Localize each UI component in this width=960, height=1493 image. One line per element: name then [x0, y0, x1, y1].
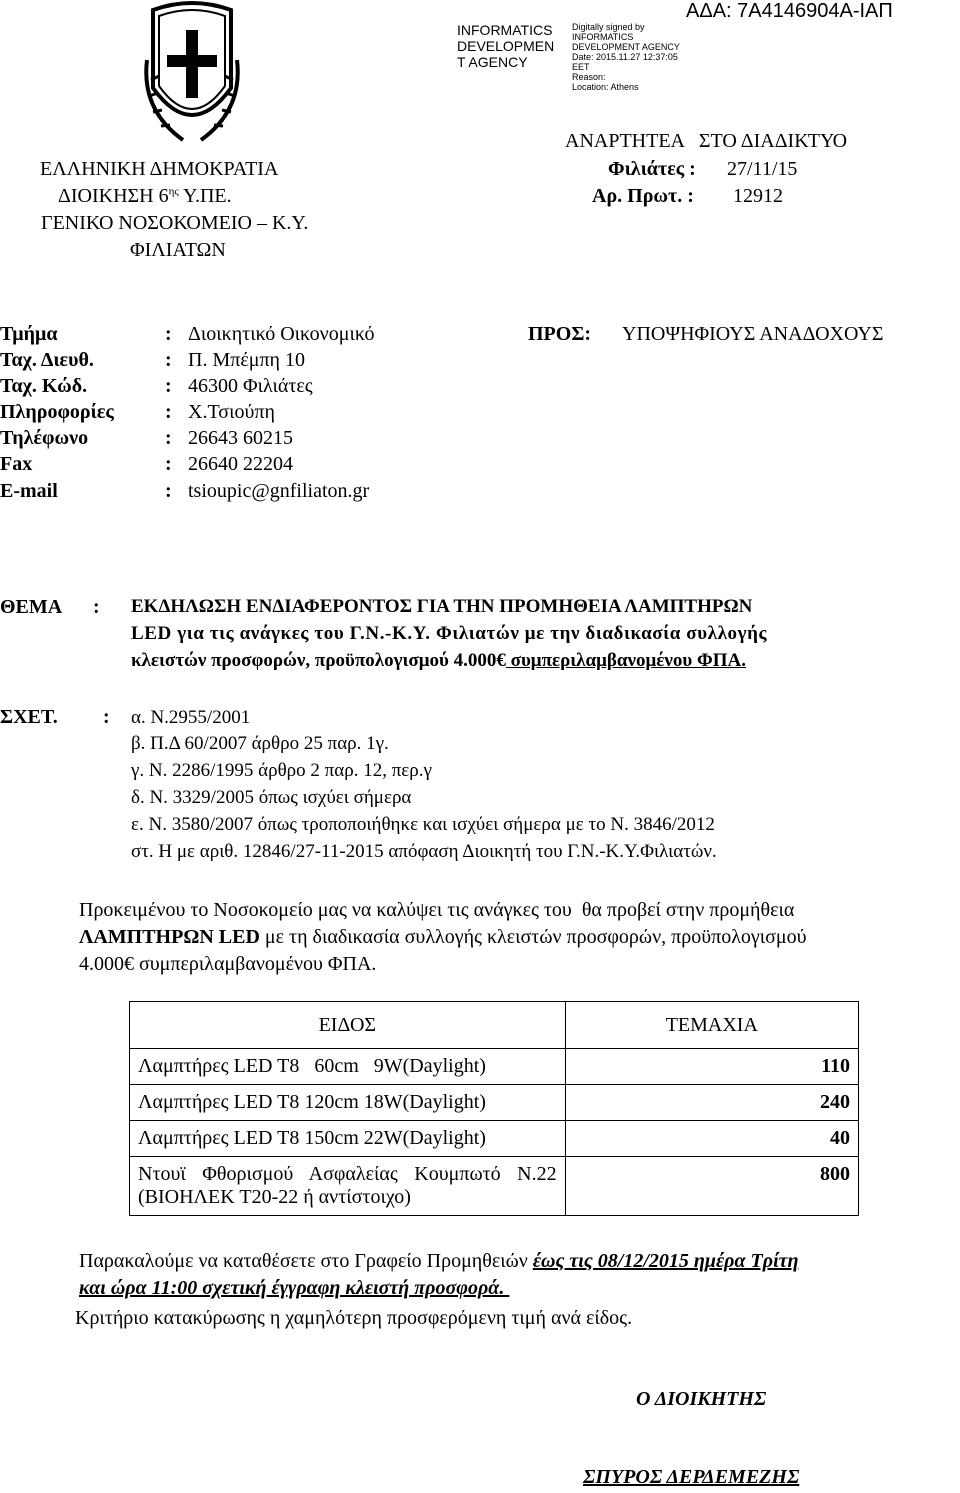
item-quantity: 800	[565, 1157, 858, 1216]
contact-colon: :	[165, 453, 172, 475]
signoff-name: ΣΠΥΡΟΣ ΔΕΡΔΕΜΕΖΗΣ	[583, 1466, 800, 1488]
items-table	[129, 1001, 859, 1216]
item-description: Λαμπτήρες LED T8 60cm 9W(Daylight)	[130, 1049, 566, 1085]
item-quantity: 240	[565, 1085, 858, 1121]
publish-label: ΑΝΑΡΤΗΤΕΑ ΣΤΟ ΔΙΑΔΙΚΤΥΟ	[565, 130, 848, 152]
contact-colon: :	[165, 375, 172, 397]
closing-line: Κριτήριο κατακύρωσης η χαμηλότερη προσφερόμενη τιμή ανά είδος.	[75, 1307, 633, 1329]
subject-label: ΘΕΜΑ	[0, 596, 63, 618]
issuer-city: ΦΙΛΙΑΤΩΝ	[130, 239, 226, 261]
issuer-hospital: ΓΕΝΙΚΟ ΝΟΣΟΚΟΜΕΙΟ – Κ.Υ.	[41, 212, 309, 234]
contact-label: Τηλέφωνο	[0, 427, 89, 449]
reference-item: β. Π.Δ 60/2007 άρθρο 25 παρ. 1γ.	[131, 733, 389, 754]
item-description: Λαμπτήρες LED T8 150cm 22W(Daylight)	[130, 1121, 566, 1157]
reference-item: γ. Ν. 2286/1995 άρθρο 2 παρ. 12, περ.γ	[131, 760, 432, 781]
table-row	[130, 1049, 859, 1085]
item-quantity: 40	[565, 1121, 858, 1157]
items-header-quantity: ΤΕΜΑΧΙΑ	[565, 1002, 858, 1049]
subject-line: κλειστών προσφορών, προϋπολογισμού 4.000€ συμπεριλαμβανομένου ΦΠΑ.	[131, 650, 746, 671]
references-colon: :	[103, 706, 110, 728]
contact-value: Διοικητικό Οικονομικό	[188, 323, 375, 345]
signoff-title: Ο ΔΙΟΙΚΗΤΗΣ	[636, 1388, 767, 1410]
contact-colon: :	[165, 401, 172, 423]
contact-label: E-mail	[0, 480, 58, 502]
table-row	[130, 1085, 859, 1121]
recipient-label: ΠΡΟΣ:	[528, 323, 592, 345]
email-value: tsioupic@gnfiliaton.gr	[188, 480, 370, 502]
contact-label: Τμήμα	[0, 323, 58, 345]
intro-line: Προκειμένου το Νοσοκομείο μας να καλύψει τις ανάγκες του θα προβεί στην προμήθεια	[79, 899, 795, 921]
item-description: Ντουϊ Φθορισμού Ασφαλείας Κουμπωτό Ν.22 (ΒΙΟΗΛΕΚ Τ20-22 ή αντίστοιχο)	[130, 1157, 566, 1216]
items-header-description: ΕΙΔΟΣ	[130, 1002, 566, 1049]
subject-line: LED για τις ανάγκες του Γ.Ν.-Κ.Υ. Φιλιατών με την διαδικασία συλλογής	[131, 623, 768, 644]
reference-item: ε. Ν. 3580/2007 όπως τροποποιήθηκε και ισχύει σήμερα με το Ν. 3846/2012	[131, 814, 715, 835]
reference-item: στ. Η με αριθ. 12846/27-11-2015 απόφαση Διοικητή του Γ.Ν.-Κ.Υ.Φιλιατών.	[131, 841, 717, 862]
intro-line: 4.000€ συμπεριλαμβανομένου ΦΠΑ.	[79, 953, 377, 975]
closing-line: και ώρα 11:00 σχετική έγγραφη κλειστή προσφορά.	[79, 1277, 510, 1299]
contact-value: 46300 Φιλιάτες	[188, 375, 313, 397]
greek-coat-of-arms-icon	[143, 0, 241, 150]
issuer-authority: ΔΙΟΙΚΗΣΗ $6^{\eta\varsigma}$ Υ.ΠΕ.	[58, 185, 232, 207]
contact-value: Π. Μπέμπη 10	[188, 349, 306, 371]
item-quantity: 110	[565, 1049, 858, 1085]
contact-label: Ταχ. Διευθ.	[0, 349, 94, 371]
signature-signer: INFORMATICS DEVELOPMEN T AGENCY	[457, 22, 555, 70]
table-row	[130, 1121, 859, 1157]
reference-item: δ. Ν. 3329/2005 όπως ισχύει σήμερα	[131, 787, 412, 808]
subject-line: ΕΚΔΗΛΩΣΗ ΕΝΔΙΑΦΕΡΟΝΤΟΣ ΓΙΑ ΤΗΝ ΠΡΟΜΗΘΕΙΑ ΛΑΜΠΤΗΡΩΝ	[131, 596, 753, 617]
contact-colon: :	[165, 427, 172, 449]
item-description: Λαμπτήρες LED T8 120cm 18W(Daylight)	[130, 1085, 566, 1121]
issuer-country: ΕΛΛΗΝΙΚΗ ΔΗΜΟΚΡΑΤΙΑ	[40, 158, 279, 180]
contact-value: 26643 60215	[188, 427, 293, 449]
contact-label: Πληροφορίες	[0, 401, 114, 423]
contact-value: 26640 22204	[188, 453, 293, 475]
closing-line: Παρακαλούμε να καταθέσετε στο Γραφείο Προμηθειών έως τις 08/12/2015 ημέρα Τρίτη	[79, 1250, 799, 1272]
reference-item: α. Ν.2955/2001	[131, 707, 251, 728]
subject-colon: :	[93, 596, 100, 618]
contact-label: Fax	[0, 453, 33, 475]
references-label: ΣΧΕΤ.	[0, 706, 58, 728]
ada-number: ΑΔΑ: 7Α4146904Α-ΙΑΠ	[686, 0, 893, 22]
contact-colon: :	[165, 323, 172, 345]
table-row	[130, 1157, 859, 1216]
protocol-label: Αρ. Πρωτ. :	[592, 185, 694, 207]
contact-label: Ταχ. Κώδ.	[0, 375, 88, 397]
recipient-value: ΥΠΟΨΗΦΙΟΥΣ ΑΝΑΔΟΧΟΥΣ	[622, 323, 884, 345]
contact-value: Χ.Τσιούπη	[188, 401, 275, 423]
intro-line: ΛΑΜΠΤΗΡΩΝ LED με τη διαδικασία συλλογής κλειστών προσφορών, προϋπολογισμού	[79, 926, 807, 948]
publish-date-value: 27/11/15	[727, 158, 798, 180]
publish-date-label: Φιλιάτες :	[608, 158, 696, 180]
signature-details: Digitally signed by INFORMATICS DEVELOPMENT AGENCY Date: 2015.11.27 12:37:05 EET Reason: Location: Athens	[572, 22, 680, 92]
contact-colon: :	[165, 480, 172, 502]
protocol-value: 12912	[733, 185, 783, 207]
contact-colon: :	[165, 349, 172, 371]
